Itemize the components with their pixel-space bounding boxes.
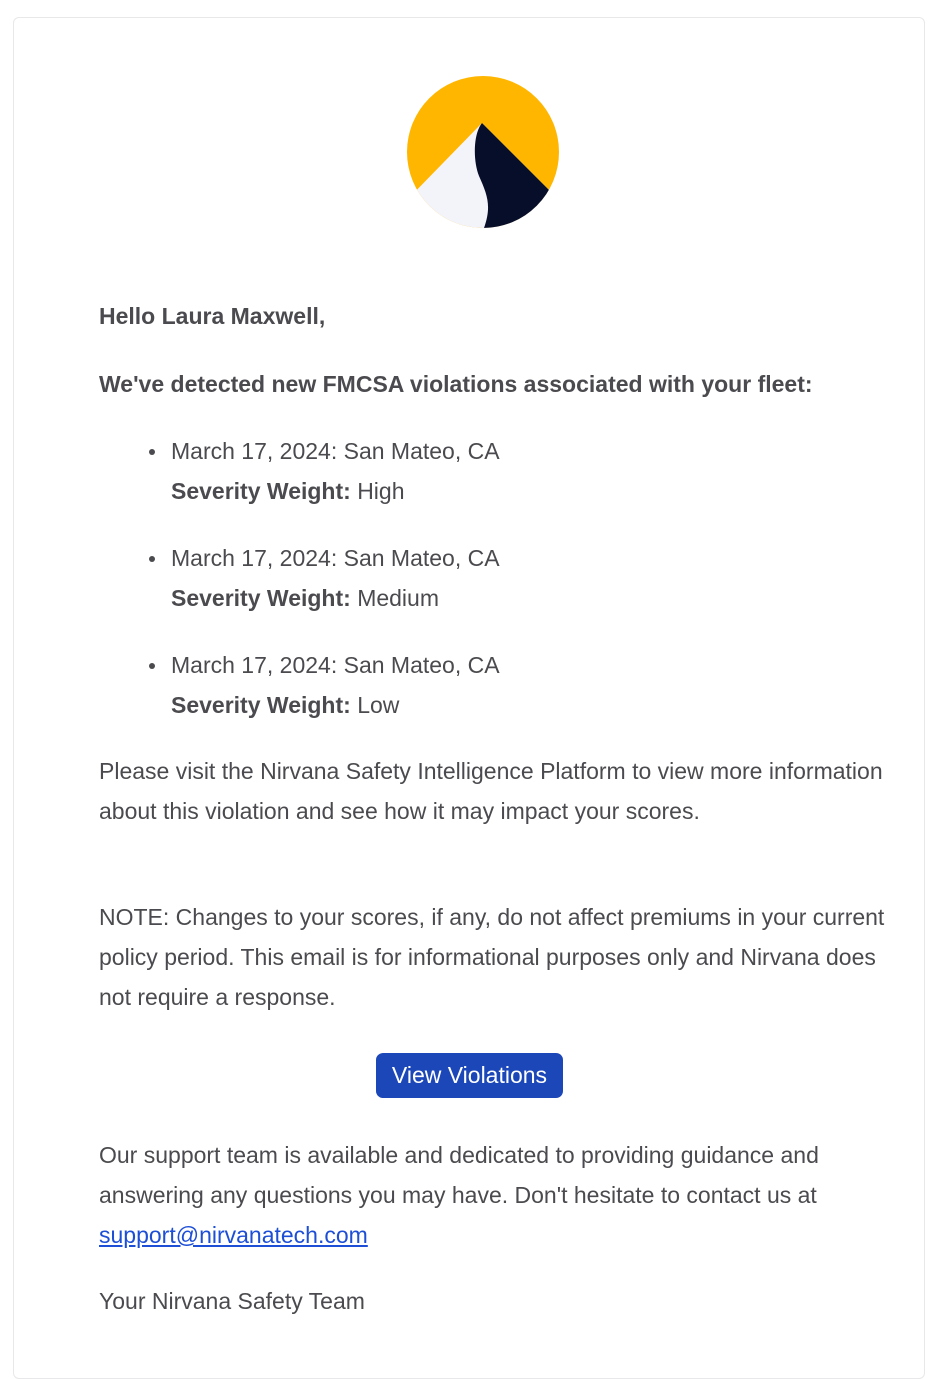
violation-item [99, 645, 889, 725]
support-text-body: Our support team is available and dedicated to providing guidance and answering any questions you may have. Don't hesitate to contact us at [99, 1142, 819, 1208]
intro-text: We've detected new FMCSA violations associated with your fleet: [99, 371, 813, 397]
violation-item [99, 431, 889, 511]
violation-date-location: March 17, 2024: San Mateo, CA [171, 545, 500, 571]
severity-label: Severity Weight: [171, 478, 351, 504]
violation-item [99, 538, 889, 618]
support-text [99, 1135, 889, 1255]
violation-date-location: March 17, 2024: San Mateo, CA [171, 652, 500, 678]
note-text: NOTE: Changes to your scores, if any, do not affect premiums in your current policy period. This email is for informational purposes only and Nirvana does not require a response. [99, 904, 885, 1010]
severity-value: Low [357, 692, 400, 718]
support-email-link[interactable]: support@nirvanatech.com [99, 1222, 368, 1248]
violations-list [99, 431, 889, 752]
nirvana-logo-icon [407, 76, 559, 228]
severity-label: Severity Weight: [171, 692, 351, 718]
signature: Your Nirvana Safety Team [99, 1288, 365, 1314]
email-card [13, 17, 925, 1379]
severity-value: High [357, 478, 405, 504]
view-violations-button[interactable]: View Violations [376, 1053, 563, 1098]
greeting: Hello Laura Maxwell, [99, 303, 326, 329]
severity-value: Medium [357, 585, 439, 611]
violation-date-location: March 17, 2024: San Mateo, CA [171, 438, 500, 464]
severity-label: Severity Weight: [171, 585, 351, 611]
visit-text: Please visit the Nirvana Safety Intelligence Platform to view more information about this violation and see how it may impact your scores. [99, 758, 883, 824]
